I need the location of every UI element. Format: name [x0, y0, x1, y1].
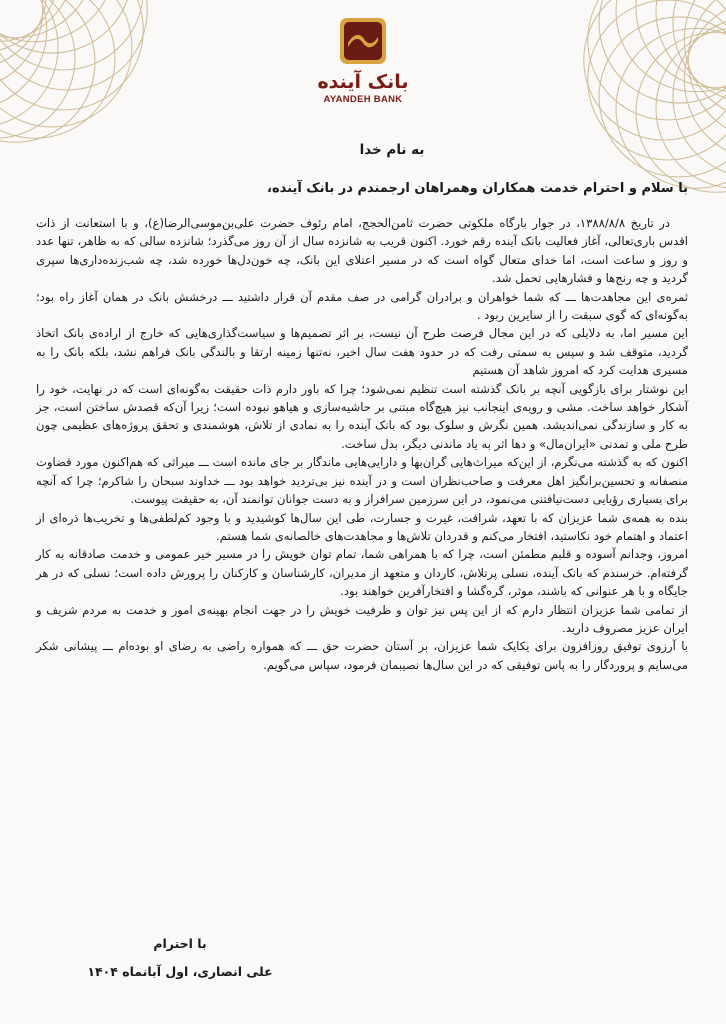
signature-block [0, 930, 360, 986]
paragraph: با آرزوی توفیق روزافزون برای یکایک شما عزیزان، بر آستان حضرت حق ـــ که همواره راضی به رضای او بوده‌ام ـــ پیشانی شکر می‌سایم و پروردگار را به پاس توفیقی که در این سال‌ها نصیبمان فرمود، سپاس می‌گویم. [36, 639, 688, 672]
logo-name-persian: بانک آینده [317, 71, 409, 93]
paragraph: از تمامی شما عزیزان انتظار دارم که از این پس نیز توان و ظرفیت خویش را در جهت انجام بهینه‌ی امور و خدمت به مردم شریف و ایران عزیز مصروف دارید. [36, 602, 688, 635]
wave-icon [344, 22, 382, 60]
logo-name-english: AYANDEH BANK [323, 93, 403, 105]
bank-logo [0, 18, 726, 105]
letter [36, 140, 688, 674]
salutation: با سلام و احترام خدمت همکاران وهمراهان ارجمندم در بانک آینده، [267, 181, 688, 196]
letter-body [36, 214, 688, 674]
paragraph: این مسیر اما، به دلایلی که در این مجال فرصت طرح آن نیست، بر اثر تصمیم‌ها و سیاست‌گذاری‌هایی که خارج از اراده‌ی بانک اتخاذ گردید، متوقف شد و سپس به سمتی رفت که در حدود هفت سال اخیر، نه‌تنها زمینه ارتقا و بالندگی بانک فراهم نشد، بلکه بانک را به مسیری هدایت کرد که امروز شاهد آن هستیم [36, 326, 688, 378]
paragraph: این نوشتار برای بازگویی آنچه بر بانک گذشته است تنظیم نمی‌شود؛ چرا که باور دارم ذات حقیقت به‌گونه‌ای است که در نهایت، خود را آشکار خواهد ساخت. مشی و رویه‌ی اینجانب نیز هیچ‌گاه مبتنی بر حاشیه‌سازی و هیاهو نبوده است؛ زیرا آن‌که قصدش ساختن است، جز به کار و سازندگی نمی‌اندیشد. همین نگرش و سلوک بود که بانک آینده را به نمادی از تلاش، هوشمندی و تحقق پروژه‌های عظیمی چون طرح ملی و تمدنی «ایران‌مال» و دها اثر به یاد ماندنی دیگر، بدل ساخت. [36, 381, 688, 451]
signature-line: علی انصاری، اول آبانماه ۱۴۰۴ [87, 964, 273, 979]
logo-mark [340, 18, 386, 64]
paragraph: در تاریخ ۱۳۸۸/۸/۸، در جوار بارگاه ملکوتی حضرت ثامن‌الحجج، امام رئوف حضرت علی‌بن‌موسی‌الرضا(ع)، و با استعانت از ذات اقدس باری‌تعالی، آغاز فعالیت بانک آینده رقم خورد. اکنون قریب به شانزده سال از آن روز می‌گذرد؛ شانزده سالی که به ظاهر، تنها عدد و روز و ساعت است، اما خدای متعال گواه است که در مسیر اعتلای این بانک، چه خون‌دل‌ها خورده شد، چه شب‌زنده‌داری‌ها سپری گردید و چه رنج‌ها و فشارهایی تحمل شد. [36, 216, 688, 286]
paragraph: ثمره‌ی این مجاهدت‌ها ـــ که شما خواهران و برادران گرامی در صف مقدم آن قرار داشتید ـــ درخشش بانک در همان آغاز راه بود؛ به‌گونه‌ای که گوی سبقت را از سایرین ربود . [36, 289, 688, 323]
bismillah-heading: به نام خدا [359, 142, 425, 158]
paragraph: بنده به همه‌ی شما عزیزان که با تعهد، شرافت، غیرت و جسارت، طی این سال‌ها کوشیدید و با وجود کم‌لطفی‌ها و تخریب‌ها ذره‌ای از اعتماد و اهتمام خود نکاستید، افتخار می‌کنم و قدردان تلاش‌ها و مجاهدت‌های خالصانه‌ی شما هستم. [36, 510, 688, 543]
paragraph: اکنون که به گذشته می‌نگرم، از این‌که میراث‌هایی گران‌بها و دارایی‌هایی ماندگار بر جای مانده است ـــ میراثی که هم‌اکنون مورد قضاوت منصفانه و تحسین‌برانگیز اهل معرفت و صاحب‌نظران است و در آینده نیز بی‌تردید خواهد بود ـــ خداوند سبحان را شاکرم؛ چرا که آنچه برای بسیاری رؤیایی دست‌نیافتنی می‌نمود، در این سرزمین سرافراز و به دست جوانان توانمند آن، به حقیقت پیوست. [36, 455, 688, 507]
paragraph: امروز، وجدانم آسوده و قلبم مطمئن است، چرا که با همراهی شما، تمام توان خویش را در مسیر خیر عمومی و خدمت صادقانه به کار گرفته‌ام. خرسندم که بانک آینده، نسلی پرتلاش، کاردان و متعهد از مدیران، کارشناسان و کارکنان را پرورش داده است؛ نسلی که در هر جایگاه و با هر عنوانی که باشند، موثر، گره‌گشا و افتخارآفرین خواهند بود. [36, 547, 688, 599]
closing: با احترام [153, 936, 207, 951]
